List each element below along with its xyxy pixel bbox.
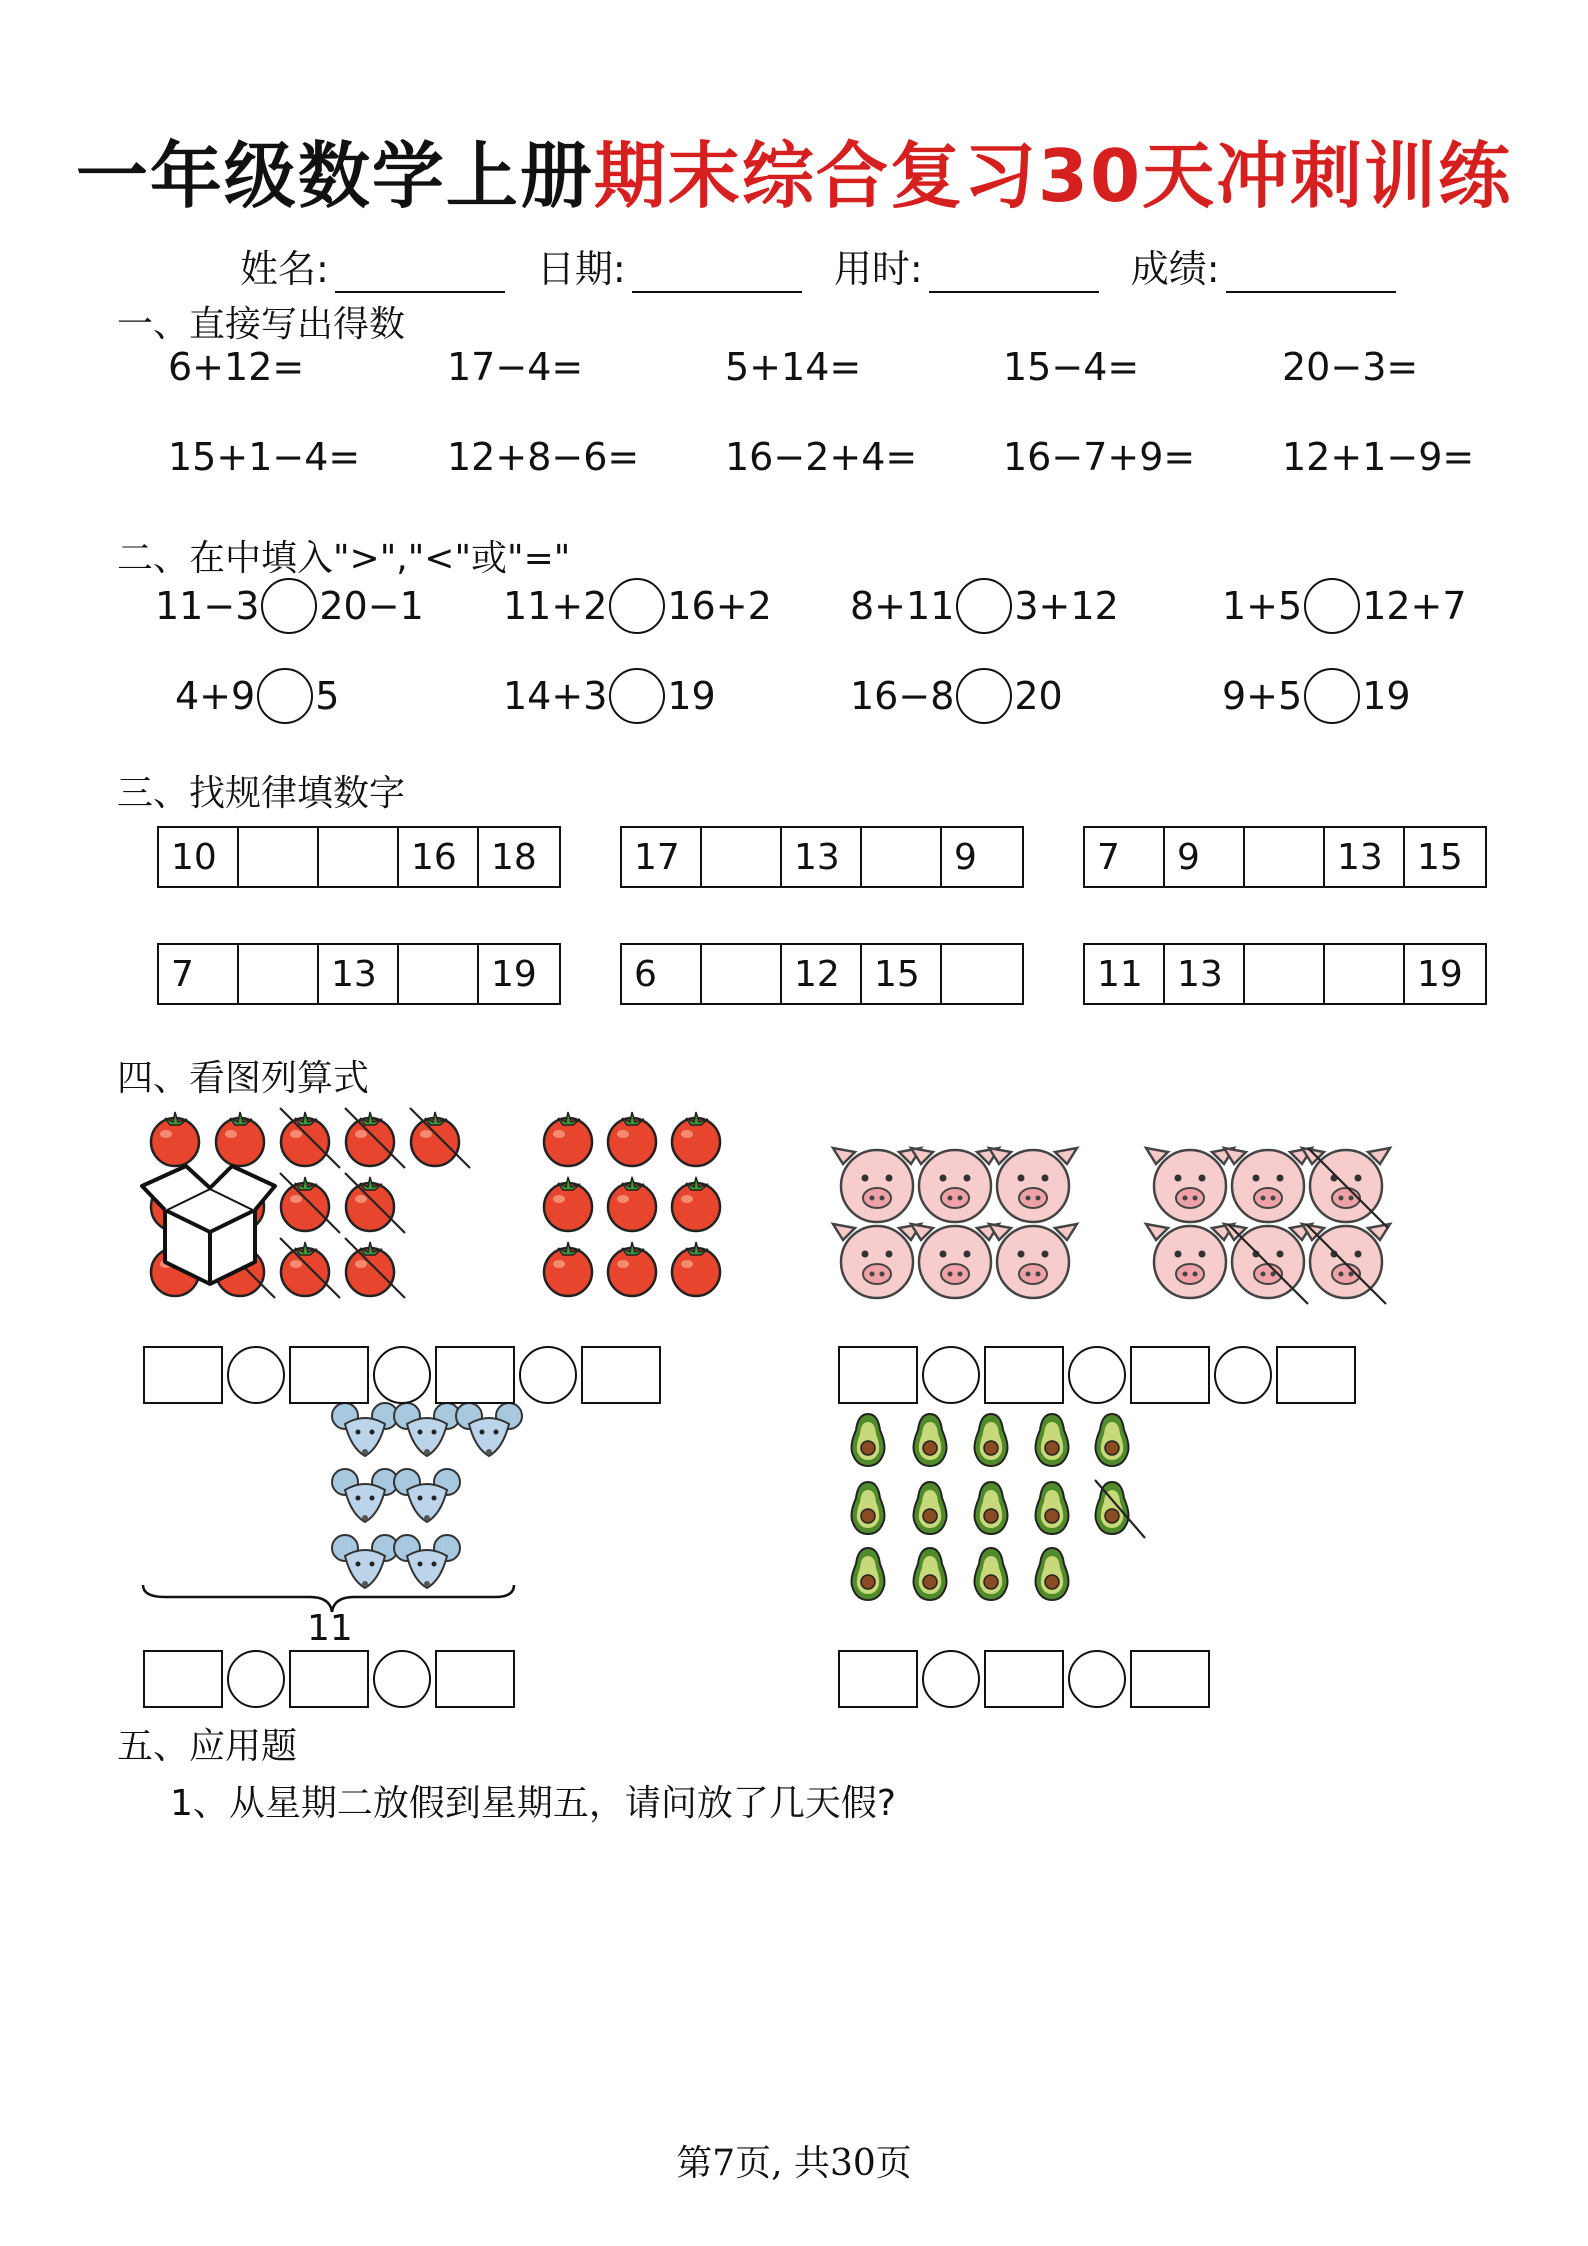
- sequence-cell: 13: [1165, 945, 1245, 1003]
- compare-left: 14+3: [503, 674, 608, 718]
- operator-circle[interactable]: [1068, 1650, 1126, 1708]
- answer-box[interactable]: [1276, 1346, 1356, 1404]
- time-label: 用时:: [833, 247, 923, 291]
- problem: 5+14=: [725, 345, 862, 389]
- compare-right: 16+2: [667, 584, 772, 628]
- score-label: 成绩:: [1130, 247, 1220, 291]
- operator-circle[interactable]: [922, 1650, 980, 1708]
- sequence-cell: 11: [1085, 945, 1165, 1003]
- answer-box[interactable]: [143, 1346, 223, 1404]
- problem: 16−2+4=: [725, 435, 918, 479]
- answer-box[interactable]: [984, 1650, 1064, 1708]
- answer-box[interactable]: [435, 1650, 515, 1708]
- sequence-cell: 7: [159, 945, 239, 1003]
- date-label: 日期:: [536, 247, 626, 291]
- compare-right: 19: [667, 674, 716, 718]
- sequence-cell: 6: [622, 945, 702, 1003]
- avocado-group: [852, 1414, 1146, 1600]
- sequence-cell: 16: [399, 828, 479, 886]
- operator-circle[interactable]: [373, 1650, 431, 1708]
- problem: 12+1−9=: [1282, 435, 1475, 479]
- compare-right: 5: [315, 674, 340, 718]
- sequence-cell: 7: [1085, 828, 1165, 886]
- tomato-right-group: [544, 1112, 720, 1296]
- compare-left: 11−3: [155, 584, 260, 628]
- compare-right: 3+12: [1014, 584, 1119, 628]
- operator-circle[interactable]: [227, 1650, 285, 1708]
- section-5-heading: 五、应用题: [117, 1726, 298, 1767]
- compare-left: 11+2: [503, 584, 608, 628]
- compare-left: 16−8: [850, 674, 955, 718]
- operator-circle[interactable]: [1214, 1346, 1272, 1404]
- answer-box[interactable]: [435, 1346, 515, 1404]
- problem: 16−7+9=: [1003, 435, 1196, 479]
- problem: 12+8−6=: [447, 435, 640, 479]
- brace-total: 11: [307, 1608, 353, 1649]
- answer-box[interactable]: [984, 1346, 1064, 1404]
- sequence-cell: 13: [1325, 828, 1405, 886]
- answer-box[interactable]: [1130, 1346, 1210, 1404]
- pig-right-group: [1146, 1148, 1390, 1304]
- word-problem-1: 1、从星期二放假到星期五，请问放了几天假?: [170, 1783, 897, 1824]
- operator-circle[interactable]: [1068, 1346, 1126, 1404]
- mouse-group: [332, 1403, 522, 1588]
- operator-circle[interactable]: [922, 1346, 980, 1404]
- title-black: 一年级数学上册: [75, 134, 594, 218]
- operator-circle[interactable]: [519, 1346, 577, 1404]
- compare-left: 9+5: [1222, 674, 1303, 718]
- pig-left-group: [833, 1148, 1077, 1298]
- compare-left: 4+9: [175, 674, 256, 718]
- answer-box[interactable]: [581, 1346, 661, 1404]
- compare-right: 12+7: [1362, 584, 1467, 628]
- answer-box[interactable]: [289, 1346, 369, 1404]
- section-2-heading: 二、在中填入">","<"或"=": [117, 538, 571, 579]
- title-red: 期末综合复习30天冲刺训练: [593, 134, 1513, 218]
- answer-row-tomato: [143, 1346, 661, 1404]
- sequence-cell: 9: [954, 836, 977, 878]
- section-4-heading: 四、看图列算式: [117, 1058, 370, 1099]
- answer-row-pig: [838, 1346, 1356, 1404]
- sequence-cell: 12: [782, 945, 862, 1003]
- answer-box[interactable]: [143, 1650, 223, 1708]
- compare-left: 1+5: [1222, 584, 1303, 628]
- compare-right: 19: [1362, 674, 1411, 718]
- answer-box[interactable]: [838, 1650, 918, 1708]
- sequence-cell: 15: [862, 945, 942, 1003]
- problem: 17−4=: [447, 345, 584, 389]
- answer-box[interactable]: [838, 1346, 918, 1404]
- operator-circle[interactable]: [227, 1346, 285, 1404]
- sequence-cell: 18: [491, 836, 537, 878]
- answer-box[interactable]: [1130, 1650, 1210, 1708]
- problem: 6+12=: [168, 345, 305, 389]
- page-footer: 第7页, 共30页: [676, 2143, 912, 2184]
- sequence-cell: 17: [622, 828, 702, 886]
- answer-row-avocado: [838, 1650, 1210, 1708]
- compare-right: 20: [1014, 674, 1063, 718]
- section-3-heading: 三、找规律填数字: [117, 773, 406, 814]
- sequence-cell: 10: [159, 828, 239, 886]
- sequence-cell: 15: [1417, 836, 1463, 878]
- sequence-cell: 13: [782, 828, 862, 886]
- compare-right: 20−1: [319, 584, 424, 628]
- problem: 15+1−4=: [168, 435, 361, 479]
- answer-box[interactable]: [289, 1650, 369, 1708]
- compare-left: 8+11: [850, 584, 955, 628]
- sequence-cell: 19: [491, 953, 537, 995]
- answer-row-mouse: [143, 1650, 515, 1708]
- problem: 15−4=: [1003, 345, 1140, 389]
- sequence-cell: 13: [319, 945, 399, 1003]
- sequence-cell: 19: [1417, 953, 1463, 995]
- problem: 20−3=: [1282, 345, 1419, 389]
- operator-circle[interactable]: [373, 1346, 431, 1404]
- sequence-cell: 9: [1165, 828, 1245, 886]
- name-label: 姓名:: [240, 247, 329, 291]
- section-1-heading: 一、直接写出得数: [117, 304, 406, 345]
